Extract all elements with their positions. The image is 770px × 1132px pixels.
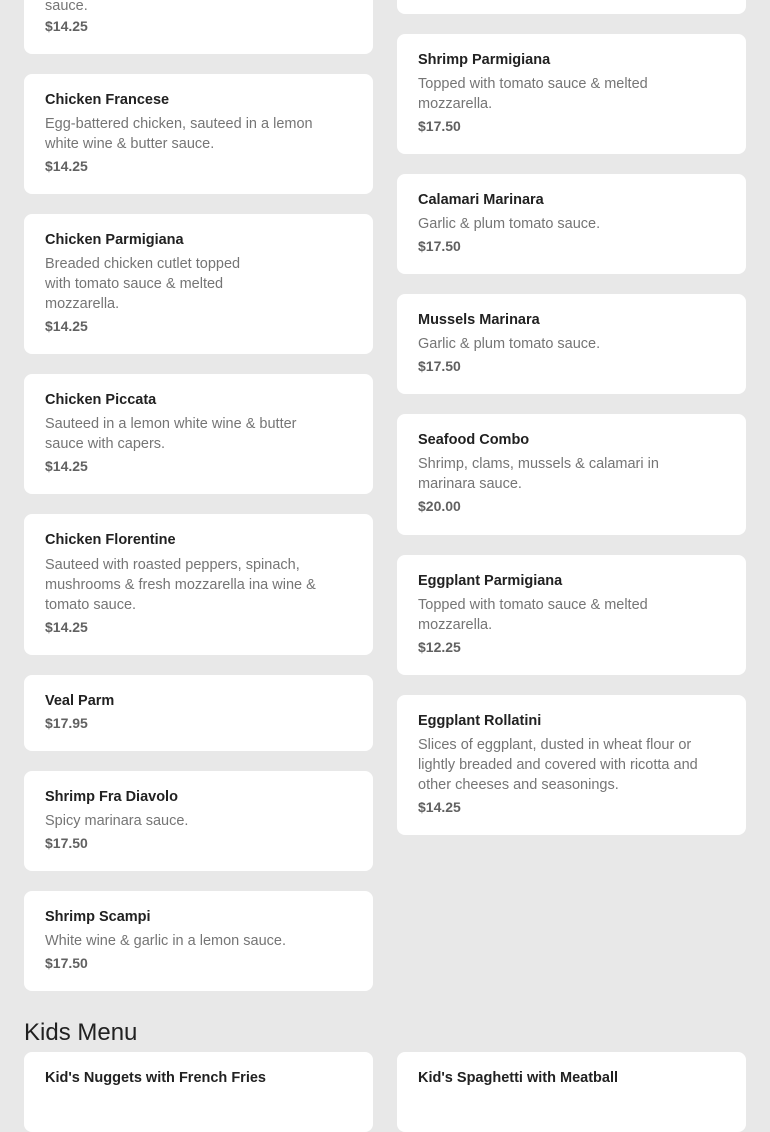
menu-item-name: Seafood Combo: [418, 432, 530, 448]
menu-item-price: $14.25: [45, 458, 88, 474]
menu-item-name: Shrimp Fra Diavolo: [45, 789, 178, 805]
menu-item-card[interactable]: [24, 675, 373, 751]
menu-item-card[interactable]: [397, 174, 746, 274]
menu-item-price: $14.25: [45, 158, 88, 174]
menu-item-name: Chicken Piccata: [45, 392, 157, 408]
menu-item-name: Chicken Francese: [45, 92, 170, 108]
menu-item-price: $14.25: [45, 18, 88, 34]
menu-item-card[interactable]: [24, 0, 373, 54]
menu-item-description: Shrimp, clams, mussels & calamari in marinara sauce.: [418, 456, 659, 492]
menu-item-price: $17.50: [418, 118, 461, 134]
menu-item-description: Topped with tomato sauce & melted mozzarella.: [418, 76, 648, 112]
menu-item-name: Veal Parm: [45, 693, 115, 709]
menu-item-price: $14.25: [418, 799, 461, 815]
menu-item-name: Calamari Marinara: [418, 192, 544, 208]
menu-item-name: Kid's Spaghetti with Meatball: [418, 1070, 619, 1086]
menu-item-card[interactable]: [397, 695, 746, 835]
menu-item-price: $12.25: [418, 639, 461, 655]
menu-item-name: Eggplant Parmigiana: [418, 573, 563, 589]
menu-item-card[interactable]: [397, 414, 746, 535]
menu-item-price: $17.50: [418, 238, 461, 254]
menu-item-card[interactable]: [397, 34, 746, 154]
menu-item-description: White wine & garlic in a lemon sauce.: [45, 933, 286, 949]
menu-item-card[interactable]: [24, 514, 373, 655]
menu-item-card[interactable]: [24, 214, 373, 354]
menu-item-description: sauce.: [45, 0, 88, 14]
menu-item-name: Shrimp Parmigiana: [418, 52, 551, 68]
menu-item-description: Egg-battered chicken, sauteed in a lemon white wine & butter sauce.: [45, 116, 313, 152]
menu-item-card[interactable]: [397, 1052, 746, 1132]
menu-item-description: Slices of eggplant, dusted in wheat flour or lightly breaded and covered with ricotta and other cheeses and seasonings.: [418, 737, 698, 793]
menu-item-description: Sauteed with roasted peppers, spinach, mushrooms & fresh mozzarella ina wine & tomato sauce.: [45, 557, 316, 613]
menu-item-description: Garlic & plum tomato sauce.: [418, 336, 601, 352]
menu-item-card[interactable]: [24, 771, 373, 871]
menu-item-price: $14.25: [45, 318, 88, 334]
menu-item-price: $20.00: [418, 498, 461, 514]
menu-item-description: Spicy marinara sauce.: [45, 813, 189, 829]
menu-item-card[interactable]: [24, 1052, 373, 1132]
menu-item-price: $17.95: [45, 715, 88, 731]
menu-item-card[interactable]: [24, 374, 373, 494]
menu-item-price: $17.50: [45, 835, 88, 851]
menu-item-card[interactable]: [24, 74, 373, 194]
menu-item-card[interactable]: [24, 891, 373, 991]
menu-item-name: Mussels Marinara: [418, 312, 540, 328]
menu-item-name: Chicken Parmigiana: [45, 232, 184, 248]
menu-item-name: Chicken Florentine: [45, 532, 176, 548]
kids-menu-heading: Kids Menu: [24, 1019, 138, 1046]
menu-item-card[interactable]: [397, 555, 746, 675]
menu-item-name: Eggplant Rollatini: [418, 713, 542, 729]
menu-item-description: Garlic & plum tomato sauce.: [418, 216, 601, 232]
menu-item-description: Sauteed in a lemon white wine & butter sauce with capers.: [45, 416, 297, 452]
menu-item-price: $14.25: [45, 619, 88, 635]
menu-item-name: Shrimp Scampi: [45, 909, 151, 925]
menu-item-description: Breaded chicken cutlet topped with tomato sauce & melted mozzarella.: [45, 256, 241, 312]
menu-item-name: Kid's Nuggets with French Fries: [45, 1070, 266, 1086]
menu-item-description: Topped with tomato sauce & melted mozzarella.: [418, 597, 648, 633]
menu-item-price: $17.50: [418, 358, 461, 374]
menu-item-card[interactable]: [397, 0, 746, 14]
menu-item-price: $17.50: [45, 955, 88, 971]
menu-item-card[interactable]: [397, 294, 746, 394]
